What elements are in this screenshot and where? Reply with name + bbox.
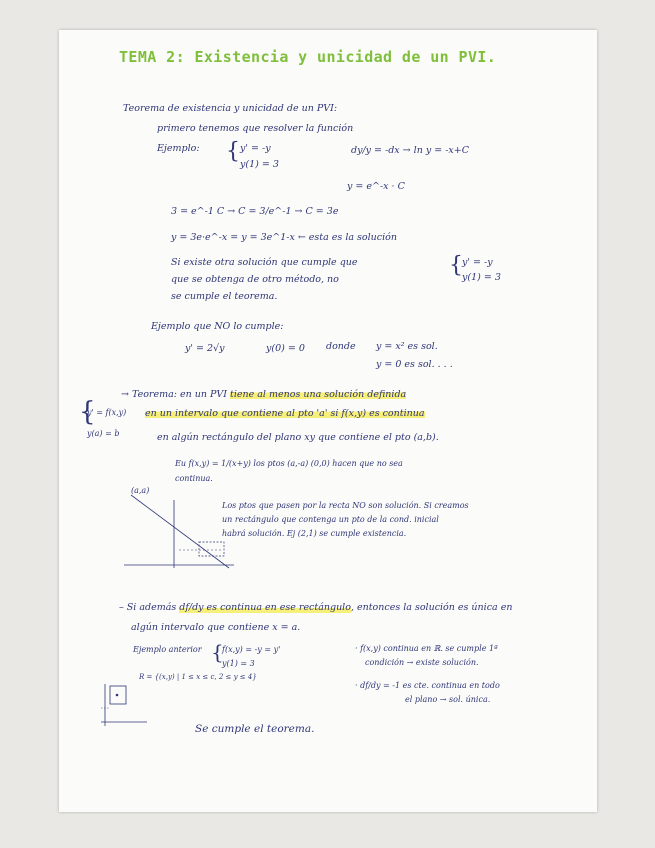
solution-1: y = x² es sol.	[376, 341, 438, 352]
note-line-3: se cumple el teorema.	[171, 291, 278, 302]
diagonal-line	[131, 495, 229, 568]
condition-rectangle	[199, 542, 224, 556]
example-f-line-1: Eu f(x,y) = 1/(x+y) los ptos (a,-a) (0,0) hacen que no sea	[175, 459, 403, 468]
previous-system-2: y(1) = 3	[222, 659, 255, 668]
theorem-line-1	[121, 388, 406, 401]
system-brace: {	[226, 139, 240, 164]
intro-text: primero tenemos que resolver la función	[157, 123, 354, 134]
previous-system-1: f(x,y) = -y = y'	[222, 645, 281, 654]
theorem-highlight-1: tiene al menos una solución definida	[230, 389, 407, 400]
uniqueness-line-2: algún intervalo que contiene x = a.	[131, 622, 301, 633]
note-brace: {	[449, 253, 463, 278]
counterexample-equation: y' = 2√y	[185, 343, 225, 354]
separation-step: dy/y = -dx → ln y = -x+C	[351, 145, 470, 156]
notebook-page	[59, 30, 597, 812]
note-line-2: que se obtenga de otro método, no	[171, 274, 339, 285]
explanation-line-3: habrá solución. Ej (2,1) se cumple existencia.	[222, 529, 407, 538]
previous-example-brace: {	[211, 640, 224, 664]
theorem-heading: Teorema de existencia y unicidad de un PVI:	[123, 103, 338, 114]
pvi-brace: {	[79, 397, 96, 427]
line-graph-sketch	[119, 490, 239, 570]
counterexample-heading: Ejemplo que NO lo cumple:	[151, 321, 284, 332]
sketch-point	[116, 694, 119, 697]
solution-2: y = 0 es sol. . . .	[376, 359, 453, 370]
graph-point-label: (a,a)	[131, 486, 150, 495]
general-solution: y = e^-x · C	[347, 181, 405, 192]
page-title: TEMA 2: Existencia y unicidad de un PVI.	[119, 48, 497, 66]
conclusion-text: Se cumple el teorema.	[195, 723, 315, 735]
counterexample-initial: y(0) = 0	[266, 343, 305, 354]
rectangle-sketch	[99, 680, 149, 730]
system-line-1: y' = -y	[240, 143, 271, 154]
note-system-line-1: y' = -y	[462, 257, 493, 268]
note-system-line-2: y(1) = 3	[462, 272, 501, 283]
note-line-1: Si existe otra solución que cumple que	[171, 257, 358, 268]
particular-solution: y = 3e·e^-x = y = 3e^1-x ← esta es la solución	[171, 232, 397, 243]
previous-example-label: Ejemplo anterior	[133, 645, 202, 654]
pvi-line-1: y' = f(x,y)	[87, 408, 127, 417]
bullet-1-line-1: · f(x,y) continua en ℝ. se cumple 1ª	[355, 644, 498, 653]
uniqueness-text-a: – Si además	[119, 602, 180, 613]
rectangle-definition: R = {(x,y) | 1 ≤ x ≤ c, 2 ≤ y ≤ 4}	[139, 673, 257, 681]
explanation-line-1: Los ptos que pasen por la recta NO son solución. Si creamos	[222, 501, 469, 510]
bullet-2-line-1: · df/dy = -1 es cte. continua en todo	[355, 681, 500, 690]
bullet-2-line-2: el plano → sol. única.	[405, 695, 491, 704]
uniqueness-text-b: , entonces la solución es única en	[350, 602, 513, 613]
theorem-line-3: en algún rectángulo del plano xy que contiene el pto (a,b).	[157, 432, 439, 443]
bullet-1-line-2: condición → existe solución.	[365, 658, 479, 667]
example-label: Ejemplo:	[157, 143, 200, 154]
uniqueness-highlight: df/dy es continua en ese rectángulo	[179, 602, 351, 613]
theorem-highlight-2: en un intervalo que contiene al pto 'a' si f(x,y) es continua	[145, 408, 425, 419]
uniqueness-line-1	[119, 601, 512, 614]
constant-step: 3 = e^-1 C → C = 3/e^-1 → C = 3e	[171, 206, 339, 217]
theorem-line-2	[145, 407, 425, 420]
donde-label: donde	[326, 341, 356, 352]
system-line-2: y(1) = 3	[240, 159, 279, 170]
pvi-line-2: y(a) = b	[87, 429, 120, 438]
explanation-line-2: un rectángulo que contenga un pto de la cond. inicial	[222, 515, 439, 524]
example-f-line-2: continua.	[175, 474, 213, 483]
theorem-line-1-text: → Teorema: en un PVI	[121, 389, 231, 400]
